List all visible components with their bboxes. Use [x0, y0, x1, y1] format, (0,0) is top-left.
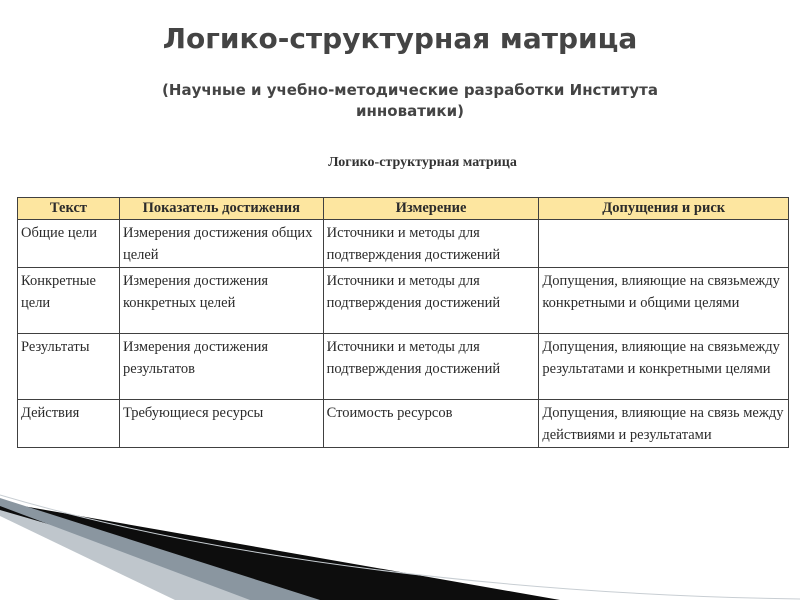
table-cell: Общие цели	[18, 220, 120, 268]
table-cell: Результаты	[18, 334, 120, 400]
table-cell: Конкретные цели	[18, 268, 120, 334]
table-row	[18, 220, 789, 268]
header-assumptions: Допущения и риск	[539, 198, 789, 220]
table-cell: Допущения, влияющие на связьмежду результатами и конкретными целями	[539, 334, 789, 400]
table-cell: Источники и методы для подтверждения достижений	[323, 268, 539, 334]
table-cell: Требующиеся ресурсы	[119, 400, 323, 448]
table-cell: Допущения, влияющие на связь между действиями и результатами	[539, 400, 789, 448]
table-row	[18, 334, 789, 400]
decorative-swoosh	[0, 480, 800, 600]
table-cell: Действия	[18, 400, 120, 448]
header-text: Текст	[18, 198, 120, 220]
logframe-table	[17, 197, 789, 448]
table-row	[18, 400, 789, 448]
table-cell: Измерения достижения общих целей	[119, 220, 323, 268]
slide-subtitle: (Научные и учебно-методические разработки Института инноватики)	[162, 81, 658, 120]
slide-title: Логико-структурная матрица	[162, 22, 638, 55]
table-cell: Измерения достижения результатов	[119, 334, 323, 400]
table-row	[18, 268, 789, 334]
header-indicator: Показатель достижения	[119, 198, 323, 220]
table-cell: Источники и методы для подтверждения достижений	[323, 220, 539, 268]
table-cell: Допущения, влияющие на связьмежду конкретными и общими целями	[539, 268, 789, 334]
table-cell	[539, 220, 789, 268]
table-cell: Стоимость ресурсов	[323, 400, 539, 448]
header-measurement: Измерение	[323, 198, 539, 220]
table-header-row	[18, 198, 789, 220]
table-cell: Измерения достижения конкретных целей	[119, 268, 323, 334]
table-caption: Логико-структурная матрица	[328, 155, 517, 170]
table-cell: Источники и методы для подтверждения достижений	[323, 334, 539, 400]
